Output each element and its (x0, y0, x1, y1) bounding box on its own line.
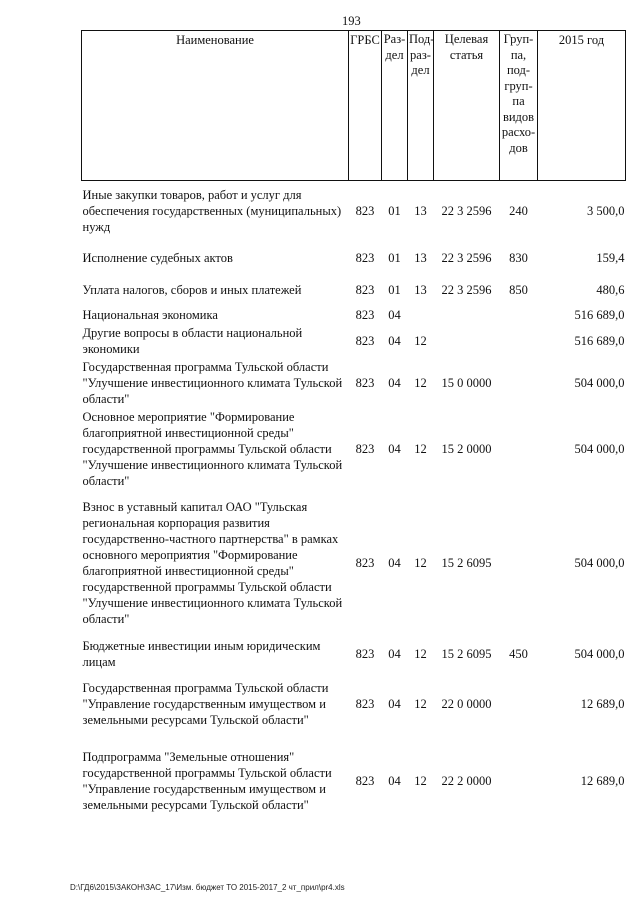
table-row (82, 324, 626, 358)
row-name: Подпрограмма "Земельные отношения" государственной программы Тульской области "Управление государственным имуществом и земельными ресурсами Тульской области" (82, 750, 332, 812)
row-section: 04 (388, 307, 401, 322)
row-subsection: 13 (414, 250, 427, 265)
row-name: Национальная экономика (82, 307, 218, 322)
row-target: 22 2 0000 (441, 774, 492, 788)
page-number: 193 (342, 14, 361, 28)
row-group (500, 306, 538, 324)
table-row (82, 181, 626, 242)
row-group: 450 (509, 647, 528, 661)
header-year: 2015 год (538, 31, 626, 181)
row-target: 15 0 0000 (441, 375, 492, 390)
row-target: 22 3 2596 (441, 204, 492, 219)
row-section: 01 (388, 282, 401, 297)
row-name: Исполнение судебных актов (82, 250, 233, 265)
table-row (82, 736, 626, 827)
row-section: 04 (388, 333, 401, 348)
row-amount: 504 000,0 (574, 647, 625, 661)
row-grbs: 823 (355, 647, 375, 661)
row-subsection: 12 (414, 333, 427, 348)
row-subsection: 12 (414, 697, 427, 711)
row-grbs: 823 (355, 556, 375, 570)
row-grbs: 823 (355, 307, 375, 322)
row-amount: 516 689,0 (574, 307, 625, 322)
row-grbs: 823 (355, 375, 375, 390)
row-name: Взнос в уставный капитал ОАО "Тульская региональная корпорация развития государственно-частного партнерства" в рамках основного мероприятия "Формирование благоприятной инвестиционной среды" государственной программы Тульской области "Улучшение инвестиционного климата Тульской области" (82, 500, 343, 626)
row-section: 04 (388, 697, 401, 711)
row-amount: 159,4 (596, 250, 625, 265)
row-amount: 12 689,0 (580, 774, 625, 788)
row-grbs: 823 (355, 204, 375, 219)
row-group (500, 358, 538, 408)
row-target: 22 0 0000 (441, 697, 492, 711)
row-target (434, 324, 500, 358)
footer-file-path: D:\ГД6\2015\ЗАКОН\ЗАС_17\Изм. бюджет ТО 2015-2017_2 чт_прил\pr4.xls (70, 883, 345, 892)
row-target: 15 2 0000 (441, 442, 492, 456)
row-group: 850 (509, 282, 528, 297)
row-group: 240 (509, 204, 528, 219)
row-subsection: 12 (414, 375, 427, 390)
row-section: 01 (388, 250, 401, 265)
row-section: 01 (388, 204, 401, 219)
row-grbs: 823 (355, 697, 375, 711)
row-group (500, 324, 538, 358)
row-group (500, 491, 538, 636)
table-body (82, 181, 626, 827)
row-group (500, 673, 538, 736)
table-row (82, 673, 626, 736)
row-target: 15 2 6095 (441, 647, 492, 661)
row-target: 22 3 2596 (441, 282, 492, 297)
row-name: Другие вопросы в области национальной экономики (82, 325, 303, 356)
row-subsection: 12 (414, 774, 427, 788)
row-amount: 12 689,0 (580, 697, 625, 711)
row-target: 15 2 6095 (441, 556, 492, 570)
row-amount: 480,6 (596, 282, 625, 297)
row-amount: 3 500,0 (587, 204, 625, 219)
header-grbs: ГРБС (349, 31, 382, 181)
row-subsection (408, 306, 434, 324)
table-row (82, 358, 626, 408)
table-row (82, 306, 626, 324)
table-row (82, 408, 626, 491)
row-group: 830 (509, 250, 528, 265)
row-name: Бюджетные инвестиции иным юридическим лицам (82, 639, 321, 669)
header-subsection: Под-раз-дел (408, 31, 434, 181)
table-row (82, 491, 626, 636)
table-row (82, 242, 626, 274)
row-grbs: 823 (355, 333, 375, 348)
row-subsection: 12 (414, 647, 427, 661)
row-subsection: 13 (414, 282, 427, 297)
header-target: Целевая статья (434, 31, 500, 181)
row-name: Основное мероприятие "Формирование благоприятной инвестиционной среды" государственной программы Тульской области "Улучшение инвестиционного климата Тульской области" (82, 410, 343, 488)
row-amount: 504 000,0 (574, 375, 625, 390)
row-name: Государственная программа Тульской области "Улучшение инвестиционного климата Тульской области" (82, 359, 343, 406)
row-subsection: 12 (414, 556, 427, 570)
row-amount: 516 689,0 (574, 333, 625, 348)
row-subsection: 12 (414, 442, 427, 456)
row-section: 04 (388, 556, 401, 570)
row-section: 04 (388, 647, 401, 661)
table-row (82, 274, 626, 306)
row-amount: 504 000,0 (574, 556, 625, 570)
row-grbs: 823 (355, 282, 375, 297)
row-amount: 504 000,0 (574, 442, 625, 456)
row-group (500, 408, 538, 491)
header-section: Раз-дел (382, 31, 408, 181)
row-section: 04 (388, 774, 401, 788)
table-header-row (82, 31, 626, 181)
row-group (500, 736, 538, 827)
row-target (434, 306, 500, 324)
row-grbs: 823 (355, 250, 375, 265)
row-section: 04 (388, 442, 401, 456)
header-group: Груп-па, под-груп-па видов расхо-дов (500, 31, 538, 181)
row-name: Государственная программа Тульской области "Управление государственным имуществом и земельными ресурсами Тульской области" (82, 681, 329, 727)
row-name: Иные закупки товаров, работ и услуг для обеспечения государственных (муниципальных) нужд (82, 188, 342, 235)
row-section: 04 (388, 375, 401, 390)
budget-table (81, 30, 626, 827)
row-target: 22 3 2596 (441, 250, 492, 265)
table-row (82, 636, 626, 673)
row-grbs: 823 (355, 774, 375, 788)
row-name: Уплата налогов, сборов и иных платежей (82, 282, 302, 297)
row-subsection: 13 (414, 204, 427, 219)
row-grbs: 823 (355, 442, 375, 456)
header-name: Наименование (82, 31, 349, 181)
